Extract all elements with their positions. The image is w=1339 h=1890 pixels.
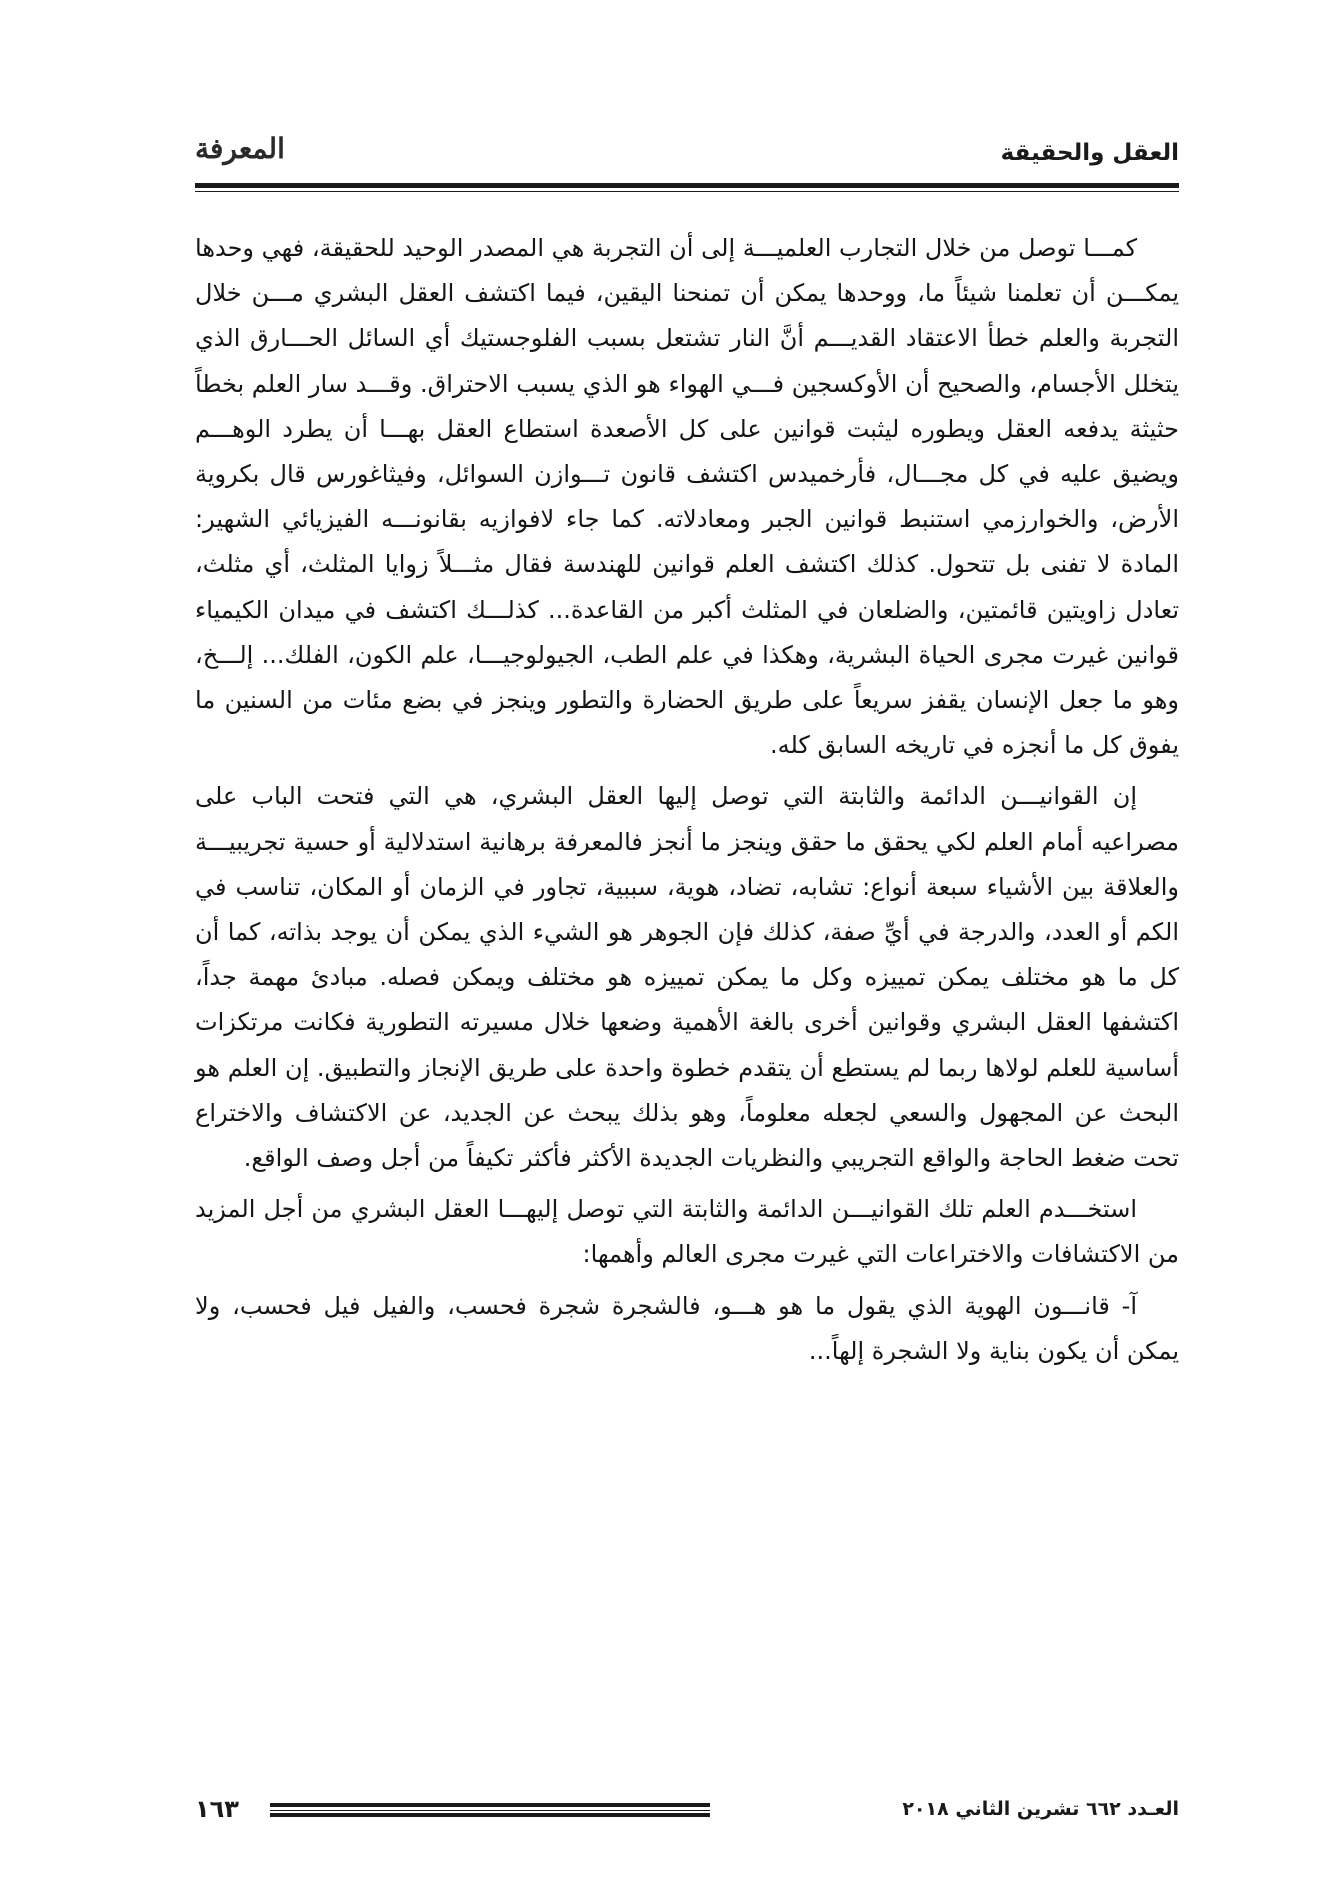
paragraph-3: استخـــدم العلم تلك القوانيـــن الدائمة والثابتة التي توصل إليهـــا العقل البشري من أجل المزيد من الاكتشافات والاختراعات التي غيرت مجرى العالم وأهمها: [195,1195,1179,1269]
page-footer [195,1795,1179,1835]
page-number: ١٦٣ [195,1795,239,1823]
magazine-logo: المعرفة [195,132,285,165]
article-title: العقل والحقيقة [1000,140,1179,166]
page-header [195,128,1179,174]
article-body [195,226,1179,1380]
paragraph-1: كمـــا توصل من خلال التجارب العلميـــة إلى أن التجربة هي المصدر الوحيد للحقيقة، فهي وحدها يمكـــن أن تعلمنا شيئاً ما، ووحدها يمكن أن تمنحنا اليقين، فيما اكتشف العقل البشري مـــن خلال التجربة والعلم خطأ الاعتقاد القديـــم أنَّ النار تشتعل بسبب الفلوجستيك أي السائل الحـــارق الذي يتخلل الأجسام، والصحيح أن الأوكسجين فـــي الهواء هو الذي يسبب الاحتراق. وقـــد سار العلم بخطاً حثيثة يدفعه العقل ويطوره ليثبت قوانين على كل الأصعدة استطاع العقل بهـــا أن يطرد الوهـــم ويضيق عليه في كل مجـــال، فأرخميدس اكتشف قانون تـــوازن السوائل، وفيثاغورس قال بكروية الأرض، والخوارزمي استنبط قوانين الجبر ومعادلاته. كما جاء لافوازيه بقانونـــه الفيزيائي الشهير: المادة لا تفنى بل تتحول. كذلك اكتشف العلم قوانين للهندسة فقال مثـــلاً زوايا المثلث، أي مثلث، تعادل زاويتين قائمتين، والضلعان في المثلث أكبر من القاعدة... كذلـــك اكتشف في ميدان الكيمياء قوانين غيرت مجرى الحياة البشرية، وهكذا في علم الطب، الجيولوجيـــا، علم الكون، الفلك... إلـــخ، وهو ما جعل الإنسان يقفز سريعاً على طريق الحضارة والتطور وينجز في بضع مئات من السنين ما يفوق كل ما أنجزه في تاريخه السابق كله. [195,234,1179,760]
footer-rule [270,1803,710,1817]
header-rule-thick [195,183,1179,188]
paragraph-2: إن القوانيـــن الدائمة والثابتة التي توصل إليها العقل البشري، هي التي فتحت الباب على مصراعيه أمام العلم لكي يحقق ما حقق وينجز ما أنجز فالمعرفة برهانية استدلالية أو حسية تجريبيـــة والعلاقة بين الأشياء سبعة أنواع: تشابه، تضاد، هوية، سببية، تجاور في الزمان أو المكان، تناسب في الكم أو العدد، والدرجة في أيِّ صفة، كذلك فإن الجوهر هو الشيء الذي يمكن أن يوجد بذاته، كما أن كل ما هو مختلف يمكن تمييزه وكل ما يمكن تمييزه هو مختلف ويمكن فصله. مبادئ مهمة جداً، اكتشفها العقل البشري وقوانين أخرى بالغة الأهمية وضعها خلال مسيرته التطورية فكانت مرتكزات أساسية للعلم لولاها ربما لم يستطع أن يتقدم خطوة واحدة على طريق الإنجاز والتطبيق. إن العلم هو البحث عن المجهول والسعي لجعله معلوماً، وهو بذلك يبحث عن الجديد، عن الاكتشاف والاختراع تحت ضغط الحاجة والواقع التجريبي والنظريات الجديدة الأكثر فأكثر تكيفاً من أجل وصف الواقع. [195,782,1179,1173]
paragraph-4: آ- قانـــون الهوية الذي يقول ما هو هـــو، فالشجرة شجرة فحسب، والفيل فيل فحسب، ولا يمكن أن يكون بناية ولا الشجرة إلهاً... [195,1291,1179,1365]
issue-label: العـدد ٦٦٢ تشرين الثاني ٢٠١٨ [902,1798,1179,1820]
header-rule-thin [195,191,1179,192]
